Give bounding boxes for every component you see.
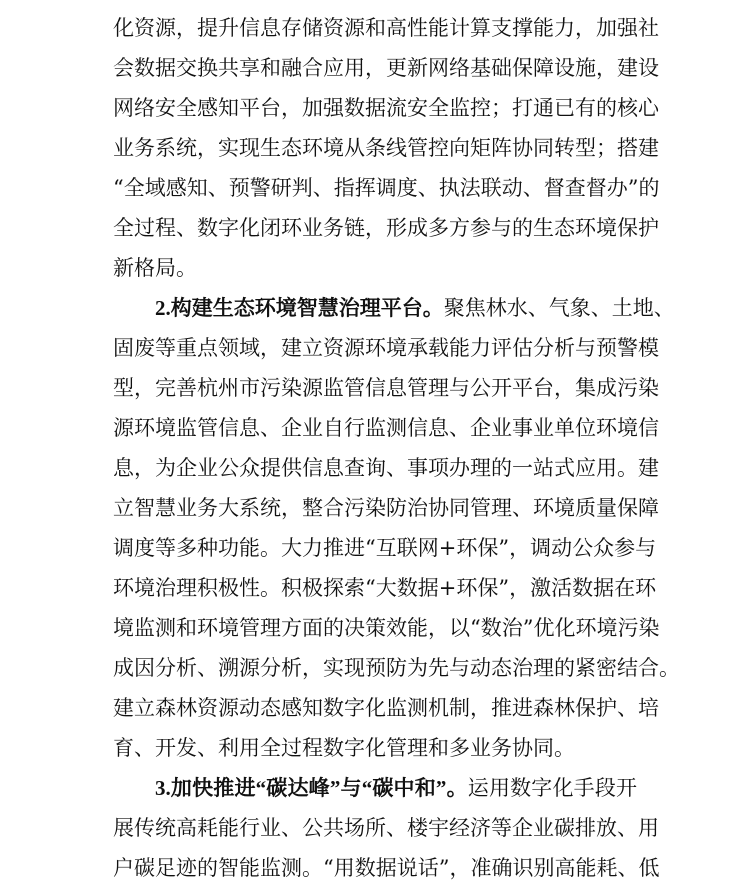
text-line: 建立森林资源动态感知数字化监测机制，推进森林保护、培 <box>113 696 659 720</box>
heading-line-text: 聚焦林水、气象、土地、 <box>443 296 675 320</box>
text-line: 调度等多种功能。大力推进“互联网+环保”，调动公众参与 <box>113 536 657 560</box>
text-line: 环境治理积极性。积极探索“大数据+环保”，激活数据在环 <box>113 576 657 600</box>
text-line: 新格局。 <box>113 256 197 280</box>
heading-line-text: 运用数字化手段开 <box>467 776 638 800</box>
text-line: 境监测和环境管理方面的决策效能，以“数治”优化环境污染 <box>113 616 660 640</box>
text-line: “全域感知、预警研判、指挥调度、执法联动、督查督办”的 <box>113 176 660 200</box>
text-line: 全过程、数字化闭环业务链，形成多方参与的生态环境保护 <box>113 216 659 240</box>
text-line: 固废等重点领域，建立资源环境承载能力评估分析与预警模 <box>113 336 659 360</box>
section-heading: 3.加快推进“碳达峰”与“碳中和”。 <box>155 776 468 800</box>
paragraph-first-line <box>155 768 637 808</box>
paragraph-first-line <box>155 288 675 328</box>
text-line: 立智慧业务大系统，整合污染防治协同管理、环境质量保障 <box>113 496 659 520</box>
text-line: 化资源，提升信息存储资源和高性能计算支撑能力，加强社 <box>113 16 659 40</box>
text-line: 业务系统，实现生态环境从条线管控向矩阵协同转型；搭建 <box>113 136 659 160</box>
text-line: 成因分析、溯源分析，实现预防为先与动态治理的紧密结合。 <box>113 656 680 680</box>
text-line: 息，为企业公众提供信息查询、事项办理的一站式应用。建 <box>113 456 659 480</box>
text-line: 育、开发、利用全过程数字化管理和多业务协同。 <box>113 736 575 760</box>
text-line: 展传统高耗能行业、公共场所、楼宇经济等企业碳排放、用 <box>113 816 659 840</box>
text-line: 户碳足迹的智能监测。“用数据说话”，准确识别高能耗、低 <box>113 856 660 880</box>
text-line: 网络安全感知平台，加强数据流安全监控；打通已有的核心 <box>113 96 659 120</box>
text-line: 会数据交换共享和融合应用，更新网络基础保障设施，建设 <box>113 56 659 80</box>
section-heading: 2.构建生态环境智慧治理平台。 <box>155 296 444 320</box>
text-line: 型，完善杭州市污染源监管信息管理与公开平台，集成污染 <box>113 376 659 400</box>
text-line: 源环境监管信息、企业自行监测信息、企业事业单位环境信 <box>113 416 659 440</box>
